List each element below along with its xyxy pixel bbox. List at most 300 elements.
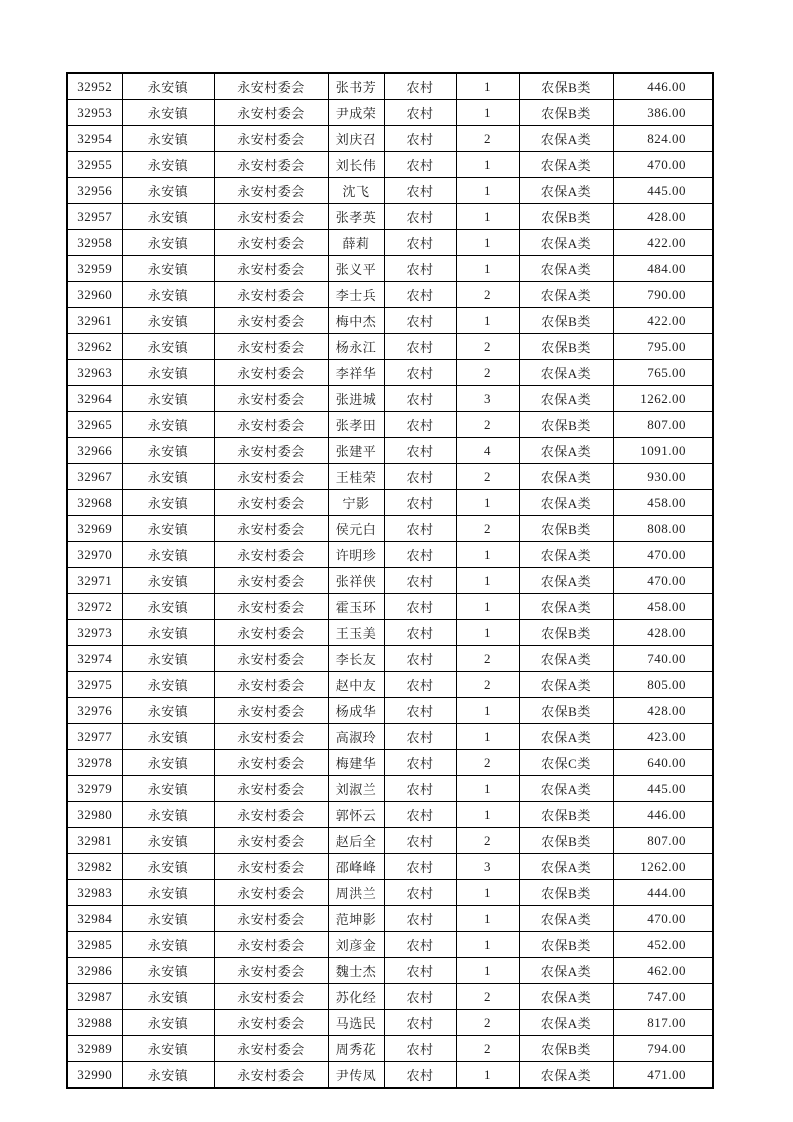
household-type-cell: 农村 <box>384 126 456 152</box>
household-type-cell: 农村 <box>384 178 456 204</box>
person-count-cell: 1 <box>456 256 519 282</box>
record-no-cell: 32958 <box>67 230 122 256</box>
table-row <box>67 646 713 672</box>
person-count-cell: 1 <box>456 802 519 828</box>
person-name-cell: 李长友 <box>328 646 384 672</box>
person-count-cell: 2 <box>456 750 519 776</box>
person-name-cell: 薛莉 <box>328 230 384 256</box>
household-type-cell: 农村 <box>384 750 456 776</box>
person-name-cell: 赵后全 <box>328 828 384 854</box>
person-count-cell: 2 <box>456 334 519 360</box>
table-row <box>67 932 713 958</box>
town-cell: 永安镇 <box>122 776 214 802</box>
record-no-cell: 32979 <box>67 776 122 802</box>
town-cell: 永安镇 <box>122 1010 214 1036</box>
person-count-cell: 1 <box>456 204 519 230</box>
insurance-category-cell: 农保B类 <box>519 932 613 958</box>
household-type-cell: 农村 <box>384 516 456 542</box>
person-count-cell: 3 <box>456 386 519 412</box>
record-no-cell: 32962 <box>67 334 122 360</box>
person-count-cell: 2 <box>456 464 519 490</box>
table-row <box>67 1010 713 1036</box>
village-committee-cell: 永安村委会 <box>214 412 328 438</box>
person-count-cell: 1 <box>456 230 519 256</box>
amount-cell: 740.00 <box>613 646 713 672</box>
record-no-cell: 32964 <box>67 386 122 412</box>
person-name-cell: 张孝英 <box>328 204 384 230</box>
village-committee-cell: 永安村委会 <box>214 360 328 386</box>
town-cell: 永安镇 <box>122 1062 214 1089</box>
household-type-cell: 农村 <box>384 620 456 646</box>
person-count-cell: 1 <box>456 594 519 620</box>
household-type-cell: 农村 <box>384 438 456 464</box>
amount-cell: 462.00 <box>613 958 713 984</box>
record-no-cell: 32960 <box>67 282 122 308</box>
village-committee-cell: 永安村委会 <box>214 776 328 802</box>
person-name-cell: 高淑玲 <box>328 724 384 750</box>
village-committee-cell: 永安村委会 <box>214 516 328 542</box>
household-type-cell: 农村 <box>384 542 456 568</box>
town-cell: 永安镇 <box>122 256 214 282</box>
person-count-cell: 2 <box>456 828 519 854</box>
household-type-cell: 农村 <box>384 152 456 178</box>
village-committee-cell: 永安村委会 <box>214 490 328 516</box>
village-committee-cell: 永安村委会 <box>214 828 328 854</box>
table-row <box>67 542 713 568</box>
amount-cell: 422.00 <box>613 308 713 334</box>
amount-cell: 458.00 <box>613 594 713 620</box>
amount-cell: 458.00 <box>613 490 713 516</box>
person-count-cell: 1 <box>456 178 519 204</box>
village-committee-cell: 永安村委会 <box>214 594 328 620</box>
person-count-cell: 2 <box>456 126 519 152</box>
table-row <box>67 282 713 308</box>
record-no-cell: 32967 <box>67 464 122 490</box>
town-cell: 永安镇 <box>122 828 214 854</box>
amount-cell: 471.00 <box>613 1062 713 1089</box>
table-row <box>67 308 713 334</box>
village-committee-cell: 永安村委会 <box>214 724 328 750</box>
person-count-cell: 1 <box>456 906 519 932</box>
amount-cell: 808.00 <box>613 516 713 542</box>
person-name-cell: 刘淑兰 <box>328 776 384 802</box>
insurance-category-cell: 农保A类 <box>519 1010 613 1036</box>
village-committee-cell: 永安村委会 <box>214 178 328 204</box>
household-type-cell: 农村 <box>384 204 456 230</box>
village-committee-cell: 永安村委会 <box>214 256 328 282</box>
household-type-cell: 农村 <box>384 73 456 100</box>
person-name-cell: 张进城 <box>328 386 384 412</box>
amount-cell: 444.00 <box>613 880 713 906</box>
amount-cell: 428.00 <box>613 620 713 646</box>
village-committee-cell: 永安村委会 <box>214 750 328 776</box>
amount-cell: 428.00 <box>613 204 713 230</box>
insurance-category-cell: 农保C类 <box>519 750 613 776</box>
amount-cell: 470.00 <box>613 152 713 178</box>
town-cell: 永安镇 <box>122 204 214 230</box>
village-committee-cell: 永安村委会 <box>214 958 328 984</box>
insurance-category-cell: 农保A类 <box>519 646 613 672</box>
town-cell: 永安镇 <box>122 932 214 958</box>
person-count-cell: 2 <box>456 1010 519 1036</box>
amount-cell: 794.00 <box>613 1036 713 1062</box>
insurance-category-cell: 农保A类 <box>519 386 613 412</box>
household-type-cell: 农村 <box>384 776 456 802</box>
table-row <box>67 906 713 932</box>
insurance-category-cell: 农保B类 <box>519 308 613 334</box>
household-type-cell: 农村 <box>384 1062 456 1089</box>
household-type-cell: 农村 <box>384 646 456 672</box>
person-count-cell: 1 <box>456 880 519 906</box>
town-cell: 永安镇 <box>122 282 214 308</box>
town-cell: 永安镇 <box>122 126 214 152</box>
amount-cell: 805.00 <box>613 672 713 698</box>
table-row <box>67 750 713 776</box>
household-type-cell: 农村 <box>384 828 456 854</box>
record-no-cell: 32969 <box>67 516 122 542</box>
amount-cell: 807.00 <box>613 412 713 438</box>
record-no-cell: 32985 <box>67 932 122 958</box>
insurance-category-cell: 农保A类 <box>519 282 613 308</box>
record-no-cell: 32972 <box>67 594 122 620</box>
record-no-cell: 32976 <box>67 698 122 724</box>
village-committee-cell: 永安村委会 <box>214 880 328 906</box>
person-count-cell: 1 <box>456 308 519 334</box>
insurance-category-cell: 农保A类 <box>519 464 613 490</box>
household-type-cell: 农村 <box>384 802 456 828</box>
record-no-cell: 32977 <box>67 724 122 750</box>
household-type-cell: 农村 <box>384 308 456 334</box>
town-cell: 永安镇 <box>122 594 214 620</box>
record-no-cell: 32955 <box>67 152 122 178</box>
person-name-cell: 侯元白 <box>328 516 384 542</box>
village-committee-cell: 永安村委会 <box>214 386 328 412</box>
amount-cell: 640.00 <box>613 750 713 776</box>
record-no-cell: 32965 <box>67 412 122 438</box>
person-count-cell: 1 <box>456 542 519 568</box>
person-name-cell: 李士兵 <box>328 282 384 308</box>
table-row <box>67 698 713 724</box>
village-committee-cell: 永安村委会 <box>214 1036 328 1062</box>
table-row <box>67 568 713 594</box>
amount-cell: 445.00 <box>613 776 713 802</box>
village-committee-cell: 永安村委会 <box>214 438 328 464</box>
table-row <box>67 594 713 620</box>
person-name-cell: 宁影 <box>328 490 384 516</box>
amount-cell: 1262.00 <box>613 386 713 412</box>
record-no-cell: 32956 <box>67 178 122 204</box>
town-cell: 永安镇 <box>122 334 214 360</box>
table-row <box>67 958 713 984</box>
village-committee-cell: 永安村委会 <box>214 542 328 568</box>
record-no-cell: 32981 <box>67 828 122 854</box>
table-row <box>67 724 713 750</box>
household-type-cell: 农村 <box>384 230 456 256</box>
person-name-cell: 郭怀云 <box>328 802 384 828</box>
insurance-category-cell: 农保B类 <box>519 802 613 828</box>
village-committee-cell: 永安村委会 <box>214 464 328 490</box>
amount-cell: 790.00 <box>613 282 713 308</box>
household-type-cell: 农村 <box>384 568 456 594</box>
person-name-cell: 刘长伟 <box>328 152 384 178</box>
insurance-category-cell: 农保A类 <box>519 230 613 256</box>
record-no-cell: 32990 <box>67 1062 122 1089</box>
table-row <box>67 984 713 1010</box>
table-row <box>67 1036 713 1062</box>
village-committee-cell: 永安村委会 <box>214 152 328 178</box>
village-committee-cell: 永安村委会 <box>214 230 328 256</box>
insurance-category-cell: 农保A类 <box>519 360 613 386</box>
person-name-cell: 沈飞 <box>328 178 384 204</box>
village-committee-cell: 永安村委会 <box>214 984 328 1010</box>
amount-cell: 817.00 <box>613 1010 713 1036</box>
household-type-cell: 农村 <box>384 932 456 958</box>
town-cell: 永安镇 <box>122 880 214 906</box>
table-row <box>67 854 713 880</box>
person-name-cell: 尹成荣 <box>328 100 384 126</box>
town-cell: 永安镇 <box>122 958 214 984</box>
town-cell: 永安镇 <box>122 230 214 256</box>
person-count-cell: 1 <box>456 568 519 594</box>
household-type-cell: 农村 <box>384 100 456 126</box>
town-cell: 永安镇 <box>122 412 214 438</box>
table-row <box>67 516 713 542</box>
town-cell: 永安镇 <box>122 100 214 126</box>
household-type-cell: 农村 <box>384 256 456 282</box>
person-count-cell: 1 <box>456 490 519 516</box>
amount-cell: 795.00 <box>613 334 713 360</box>
village-committee-cell: 永安村委会 <box>214 126 328 152</box>
insurance-category-cell: 农保A类 <box>519 776 613 802</box>
town-cell: 永安镇 <box>122 438 214 464</box>
table-row <box>67 464 713 490</box>
record-no-cell: 32988 <box>67 1010 122 1036</box>
person-name-cell: 魏士杰 <box>328 958 384 984</box>
village-committee-cell: 永安村委会 <box>214 1062 328 1089</box>
table-row <box>67 880 713 906</box>
town-cell: 永安镇 <box>122 802 214 828</box>
town-cell: 永安镇 <box>122 1036 214 1062</box>
amount-cell: 470.00 <box>613 906 713 932</box>
person-count-cell: 1 <box>456 724 519 750</box>
record-no-cell: 32970 <box>67 542 122 568</box>
household-type-cell: 农村 <box>384 490 456 516</box>
table-row <box>67 126 713 152</box>
person-count-cell: 1 <box>456 1062 519 1089</box>
household-type-cell: 农村 <box>384 386 456 412</box>
record-no-cell: 32966 <box>67 438 122 464</box>
household-type-cell: 农村 <box>384 958 456 984</box>
insurance-category-cell: 农保A类 <box>519 724 613 750</box>
household-type-cell: 农村 <box>384 1036 456 1062</box>
insurance-category-cell: 农保B类 <box>519 1036 613 1062</box>
village-committee-cell: 永安村委会 <box>214 334 328 360</box>
insurance-category-cell: 农保B类 <box>519 880 613 906</box>
insurance-category-cell: 农保B类 <box>519 698 613 724</box>
household-type-cell: 农村 <box>384 672 456 698</box>
insurance-category-cell: 农保B类 <box>519 516 613 542</box>
insurance-category-cell: 农保A类 <box>519 542 613 568</box>
person-count-cell: 1 <box>456 698 519 724</box>
household-type-cell: 农村 <box>384 1010 456 1036</box>
village-committee-cell: 永安村委会 <box>214 568 328 594</box>
person-name-cell: 张建平 <box>328 438 384 464</box>
person-name-cell: 尹传凤 <box>328 1062 384 1089</box>
record-no-cell: 32982 <box>67 854 122 880</box>
table-row <box>67 620 713 646</box>
household-type-cell: 农村 <box>384 334 456 360</box>
insurance-category-cell: 农保B类 <box>519 412 613 438</box>
town-cell: 永安镇 <box>122 542 214 568</box>
amount-cell: 747.00 <box>613 984 713 1010</box>
town-cell: 永安镇 <box>122 516 214 542</box>
record-no-cell: 32986 <box>67 958 122 984</box>
insurance-category-cell: 农保A类 <box>519 1062 613 1089</box>
person-count-cell: 2 <box>456 646 519 672</box>
village-committee-cell: 永安村委会 <box>214 100 328 126</box>
record-no-cell: 32957 <box>67 204 122 230</box>
amount-cell: 765.00 <box>613 360 713 386</box>
village-committee-cell: 永安村委会 <box>214 204 328 230</box>
amount-cell: 428.00 <box>613 698 713 724</box>
person-name-cell: 王玉美 <box>328 620 384 646</box>
record-no-cell: 32984 <box>67 906 122 932</box>
person-count-cell: 1 <box>456 958 519 984</box>
person-name-cell: 王桂荣 <box>328 464 384 490</box>
table-row <box>67 776 713 802</box>
amount-cell: 423.00 <box>613 724 713 750</box>
person-count-cell: 2 <box>456 984 519 1010</box>
table-row <box>67 672 713 698</box>
household-type-cell: 农村 <box>384 360 456 386</box>
village-committee-cell: 永安村委会 <box>214 932 328 958</box>
town-cell: 永安镇 <box>122 646 214 672</box>
record-no-cell: 32978 <box>67 750 122 776</box>
person-name-cell: 杨永江 <box>328 334 384 360</box>
insurance-category-cell: 农保A类 <box>519 152 613 178</box>
table-row <box>67 828 713 854</box>
person-count-cell: 4 <box>456 438 519 464</box>
insurance-records-table <box>66 72 714 1089</box>
insurance-category-cell: 农保A类 <box>519 984 613 1010</box>
household-type-cell: 农村 <box>384 880 456 906</box>
table-row <box>67 386 713 412</box>
person-name-cell: 赵中友 <box>328 672 384 698</box>
town-cell: 永安镇 <box>122 464 214 490</box>
record-no-cell: 32973 <box>67 620 122 646</box>
record-no-cell: 32971 <box>67 568 122 594</box>
record-no-cell: 32952 <box>67 73 122 100</box>
person-name-cell: 周秀花 <box>328 1036 384 1062</box>
person-name-cell: 张义平 <box>328 256 384 282</box>
table-row <box>67 360 713 386</box>
town-cell: 永安镇 <box>122 672 214 698</box>
person-name-cell: 杨成华 <box>328 698 384 724</box>
person-count-cell: 1 <box>456 152 519 178</box>
person-name-cell: 刘庆召 <box>328 126 384 152</box>
amount-cell: 1091.00 <box>613 438 713 464</box>
insurance-category-cell: 农保B类 <box>519 620 613 646</box>
record-no-cell: 32968 <box>67 490 122 516</box>
village-committee-cell: 永安村委会 <box>214 854 328 880</box>
household-type-cell: 农村 <box>384 984 456 1010</box>
household-type-cell: 农村 <box>384 464 456 490</box>
insurance-category-cell: 农保A类 <box>519 854 613 880</box>
person-name-cell: 许明珍 <box>328 542 384 568</box>
person-name-cell: 李祥华 <box>328 360 384 386</box>
insurance-category-cell: 农保A类 <box>519 490 613 516</box>
person-name-cell: 张书芳 <box>328 73 384 100</box>
amount-cell: 386.00 <box>613 100 713 126</box>
insurance-category-cell: 农保B类 <box>519 334 613 360</box>
person-name-cell: 刘彦金 <box>328 932 384 958</box>
insurance-category-cell: 农保A类 <box>519 256 613 282</box>
table-row <box>67 412 713 438</box>
person-count-cell: 3 <box>456 854 519 880</box>
town-cell: 永安镇 <box>122 984 214 1010</box>
table-row <box>67 438 713 464</box>
record-no-cell: 32987 <box>67 984 122 1010</box>
town-cell: 永安镇 <box>122 360 214 386</box>
record-no-cell: 32983 <box>67 880 122 906</box>
amount-cell: 484.00 <box>613 256 713 282</box>
person-count-cell: 1 <box>456 776 519 802</box>
town-cell: 永安镇 <box>122 750 214 776</box>
table-row <box>67 100 713 126</box>
person-count-cell: 2 <box>456 672 519 698</box>
person-count-cell: 1 <box>456 932 519 958</box>
amount-cell: 446.00 <box>613 802 713 828</box>
record-no-cell: 32980 <box>67 802 122 828</box>
record-no-cell: 32975 <box>67 672 122 698</box>
town-cell: 永安镇 <box>122 568 214 594</box>
insurance-category-cell: 农保A类 <box>519 178 613 204</box>
person-name-cell: 周洪兰 <box>328 880 384 906</box>
person-count-cell: 1 <box>456 620 519 646</box>
village-committee-cell: 永安村委会 <box>214 698 328 724</box>
amount-cell: 446.00 <box>613 73 713 100</box>
person-count-cell: 1 <box>456 100 519 126</box>
household-type-cell: 农村 <box>384 412 456 438</box>
person-count-cell: 2 <box>456 282 519 308</box>
person-name-cell: 张孝田 <box>328 412 384 438</box>
insurance-category-cell: 农保A类 <box>519 958 613 984</box>
person-count-cell: 2 <box>456 516 519 542</box>
amount-cell: 445.00 <box>613 178 713 204</box>
insurance-category-cell: 农保A类 <box>519 126 613 152</box>
record-no-cell: 32963 <box>67 360 122 386</box>
table-row <box>67 204 713 230</box>
table-row <box>67 73 713 100</box>
town-cell: 永安镇 <box>122 73 214 100</box>
record-no-cell: 32959 <box>67 256 122 282</box>
record-no-cell: 32989 <box>67 1036 122 1062</box>
record-no-cell: 32961 <box>67 308 122 334</box>
insurance-category-cell: 农保A类 <box>519 594 613 620</box>
table-row <box>67 256 713 282</box>
village-committee-cell: 永安村委会 <box>214 802 328 828</box>
insurance-category-cell: 农保B类 <box>519 204 613 230</box>
person-name-cell: 马选民 <box>328 1010 384 1036</box>
insurance-category-cell: 农保B类 <box>519 828 613 854</box>
town-cell: 永安镇 <box>122 906 214 932</box>
table-row <box>67 152 713 178</box>
table-row <box>67 802 713 828</box>
person-name-cell: 张祥侠 <box>328 568 384 594</box>
village-committee-cell: 永安村委会 <box>214 282 328 308</box>
town-cell: 永安镇 <box>122 178 214 204</box>
person-name-cell: 梅中杰 <box>328 308 384 334</box>
